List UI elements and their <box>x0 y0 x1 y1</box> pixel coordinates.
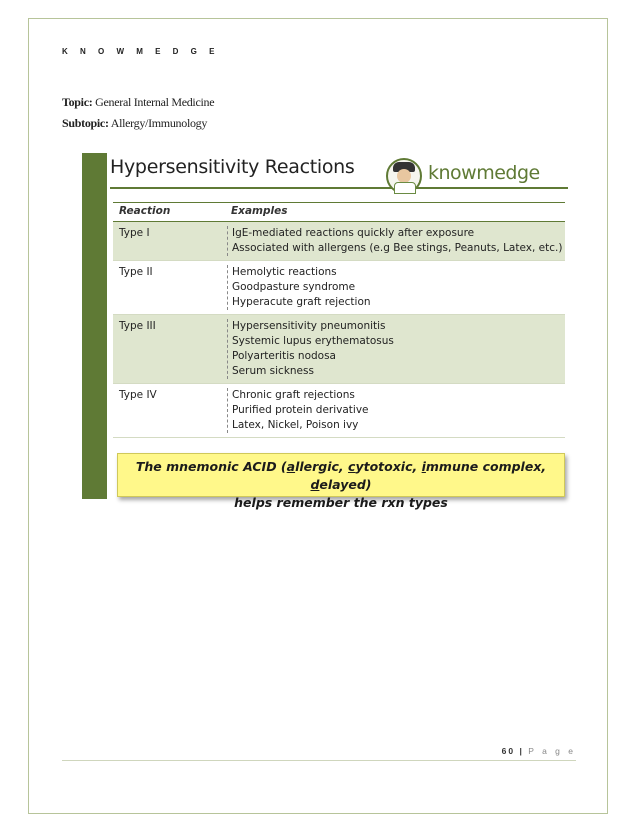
subtopic-value: Allergy/Immunology <box>110 116 208 130</box>
page-footer <box>502 746 576 756</box>
topic-line <box>62 95 214 110</box>
reactions-table <box>113 202 565 438</box>
example-item: Chronic graft rejections <box>232 389 355 401</box>
knowmedge-logo <box>386 158 556 196</box>
example-item: Associated with allergens (e.g Bee stings, Peanuts, Latex, etc.) <box>232 242 563 254</box>
table-header <box>113 202 565 222</box>
subtopic-label: Subtopic: <box>62 116 109 130</box>
footer-separator: | <box>519 746 524 756</box>
page-label: P a g e <box>528 746 576 756</box>
column-header-reaction: Reaction <box>119 205 171 217</box>
example-item: Purified protein derivative <box>232 404 369 416</box>
mnemonic-line-2: helps remember the rxn types <box>234 495 448 510</box>
example-item: Hyperacute graft rejection <box>232 296 371 308</box>
table-row <box>113 222 565 261</box>
example-item: Goodpasture syndrome <box>232 281 356 293</box>
reaction-type: Type I <box>119 227 150 239</box>
subtopic-line <box>62 116 207 131</box>
reaction-type: Type IV <box>119 389 157 401</box>
examples-list <box>227 226 562 256</box>
topic-label: Topic: <box>62 95 93 109</box>
mnemonic-box <box>117 453 565 510</box>
table-row <box>113 384 565 438</box>
green-side-bar <box>82 153 107 499</box>
example-item: Hypersensitivity pneumonitis <box>232 320 386 332</box>
example-item: Polyarteritis nodosa <box>232 350 336 362</box>
figure-title: Hypersensitivity Reactions <box>110 156 355 178</box>
examples-list <box>227 388 369 433</box>
reaction-type: Type II <box>119 266 153 278</box>
column-header-examples: Examples <box>231 205 288 217</box>
examples-list <box>227 265 371 310</box>
reaction-type: Type III <box>119 320 156 332</box>
example-item: Latex, Nickel, Poison ivy <box>232 419 359 431</box>
table-row <box>113 261 565 315</box>
doctor-avatar-icon <box>386 158 422 194</box>
page-number: 60 <box>501 746 516 756</box>
hypersensitivity-figure <box>74 153 572 510</box>
brand-header: K N O W M E D G E <box>62 47 220 56</box>
example-item: Serum sickness <box>232 365 314 377</box>
mnemonic-line-1: The mnemonic ACID (allergic, cytotoxic, immune complex, delayed) <box>135 459 547 492</box>
examples-list <box>227 319 394 379</box>
example-item: Systemic lupus erythematosus <box>232 335 394 347</box>
example-item: Hemolytic reactions <box>232 266 337 278</box>
topic-value: General Internal Medicine <box>95 95 215 109</box>
table-row <box>113 315 565 384</box>
example-item: IgE-mediated reactions quickly after exposure <box>232 227 475 239</box>
footer-rule <box>62 760 576 761</box>
logo-text: knowmedge <box>428 162 540 184</box>
